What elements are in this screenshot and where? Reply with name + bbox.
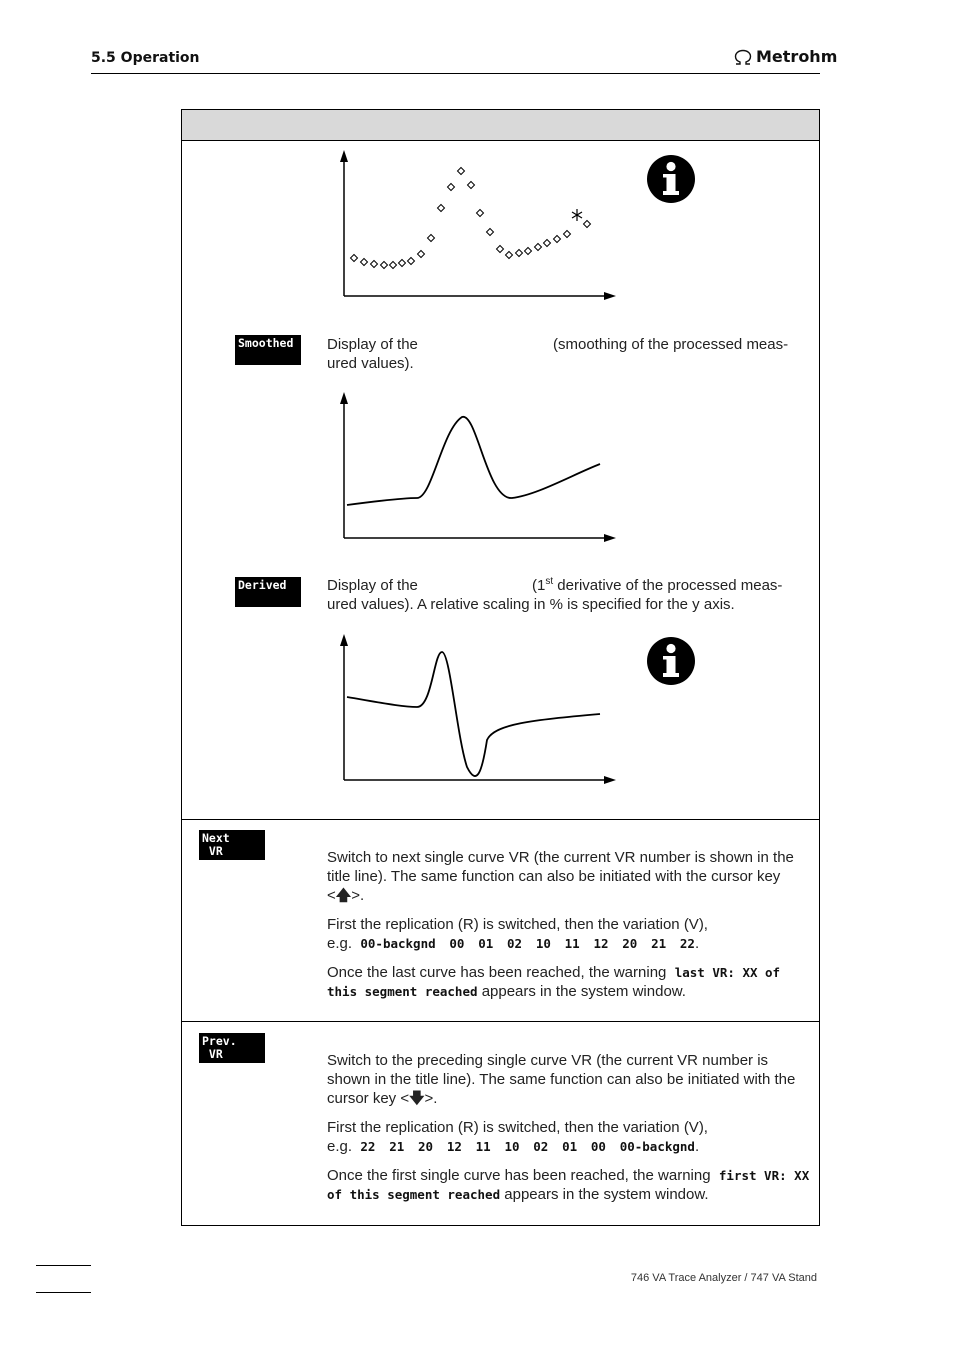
data-point: [438, 205, 445, 212]
data-point: [516, 250, 523, 257]
data-point: [506, 252, 513, 259]
data-point: [408, 258, 415, 265]
vr-number: 02: [533, 1139, 549, 1154]
smoothed-softkey[interactable]: Smoothed: [235, 335, 301, 365]
data-point: [448, 184, 455, 191]
data-point: [361, 259, 368, 266]
vr-number: 21: [389, 1139, 405, 1154]
data-point: [584, 221, 591, 228]
cursor-up-icon: 🡅: [335, 887, 352, 904]
vr-number: 12: [593, 936, 609, 951]
footer-rule: [36, 1292, 91, 1293]
prev-vr-warning: first VR: XX of this segment reached: [327, 1168, 810, 1202]
data-point: [468, 182, 475, 189]
brand-name: Metrohm: [756, 47, 838, 66]
next-vr-warning: last VR: XX of this segment reached: [327, 965, 781, 999]
data-point: [544, 240, 551, 247]
row-separator: [182, 819, 819, 820]
derived-text-b: (1st derivative of the processed meas-: [532, 576, 783, 594]
vr-number: 22: [360, 1139, 376, 1154]
vr-number: 01: [562, 1139, 578, 1154]
vr-number: 11: [564, 936, 580, 951]
vr-number: 00-backgnd: [619, 1139, 695, 1154]
vr-number: 00: [590, 1139, 606, 1154]
y-axis-arrow: [340, 150, 348, 162]
smoothed-plot: [332, 390, 632, 550]
x-axis-arrow: [604, 776, 616, 784]
table-header-bar: [182, 110, 819, 141]
brand-logo: [733, 47, 837, 66]
special-point: [572, 209, 582, 221]
data-point: [371, 261, 378, 268]
section-title: 5.5 Operation: [91, 50, 200, 66]
info-icon: [647, 155, 695, 203]
data-point: [497, 246, 504, 253]
header-rule: [91, 73, 820, 74]
x-axis-arrow: [604, 534, 616, 542]
derived-softkey[interactable]: Derived: [235, 577, 301, 607]
scatter-plot: [332, 148, 632, 308]
y-axis-arrow: [340, 392, 348, 404]
info-icon: [647, 637, 695, 685]
data-point: [535, 244, 542, 251]
data-point: [477, 210, 484, 217]
smoothed-text-c: ured values).: [327, 355, 414, 372]
vr-number: 00-backgnd: [360, 936, 436, 951]
data-point: [564, 231, 571, 238]
vr-number: 20: [418, 1139, 434, 1154]
prev-vr-description: Switch to the preceding single curve VR (the current VR number is shown in the title line). The same function can also be initiated with the cursor key <🡇>. First the replication (R) is switched, then the variation (V), e.g. 22 21 20 12 11 10 02 01 00 00-backgnd. Once the first single curve has been reached, the warning first VR: XX of this segment reached appears in the system window.: [327, 1052, 810, 1203]
vr-number: 12: [446, 1139, 462, 1154]
data-point: [458, 168, 465, 175]
vr-number: 01: [478, 936, 494, 951]
derived-plot: [332, 632, 632, 792]
data-point: [487, 229, 494, 236]
data-point: [381, 262, 388, 269]
vr-number: 00: [449, 936, 465, 951]
data-point: [554, 236, 561, 243]
vr-number: 22: [679, 936, 695, 951]
data-point: [390, 262, 397, 269]
derived-curve: [347, 652, 600, 776]
data-point: [418, 251, 425, 258]
next-vr-sequence: [360, 936, 695, 951]
vr-number: 10: [535, 936, 551, 951]
x-axis-arrow: [604, 292, 616, 300]
next-vr-softkey[interactable]: Next VR: [199, 830, 265, 860]
vr-number: 10: [504, 1139, 520, 1154]
cursor-down-icon: 🡇: [409, 1090, 425, 1107]
function-table: [181, 109, 820, 1226]
vr-number: 20: [622, 936, 638, 951]
row-separator: [182, 1021, 819, 1022]
footer-rule: [36, 1265, 91, 1266]
vr-number: 21: [651, 936, 667, 951]
data-point: [428, 235, 435, 242]
prev-vr-sequence: [360, 1139, 695, 1154]
vr-number: 02: [507, 936, 523, 951]
derived-text-c: ured values). A relative scaling in % is specified for the y axis.: [327, 596, 735, 613]
y-axis-arrow: [340, 634, 348, 646]
data-point: [525, 248, 532, 255]
footer-text: 746 VA Trace Analyzer / 747 VA Stand: [630, 1272, 817, 1284]
derived-text-a: Display of the: [327, 577, 418, 594]
data-point: [399, 260, 406, 267]
prev-vr-softkey[interactable]: Prev. VR: [199, 1033, 265, 1063]
omega-icon: [733, 49, 753, 65]
smoothed-text-b: (smoothing of the processed meas-: [553, 336, 789, 353]
smoothed-curve: [347, 417, 600, 505]
data-point: [351, 255, 358, 262]
smoothed-text-a: Display of the: [327, 336, 418, 353]
next-vr-description: Switch to next single curve VR (the current VR number is shown in the title line). The same function can also be initiated with the cursor key <🡅>. First the replication (R) is switched, then the variation (V), e.g. 00-backgnd 00 01 02 10 11 12 20 21 22. Once the last curve has been reached, the warning last VR: XX of this segment reached appears in the system window.: [327, 849, 794, 1000]
vr-number: 11: [475, 1139, 491, 1154]
